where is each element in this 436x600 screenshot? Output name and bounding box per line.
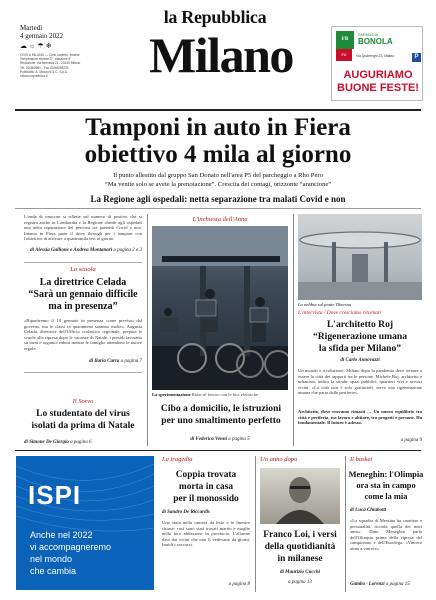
info-line: Pubblicità: A. Manzoni & C. S.p.A.: [20, 69, 69, 74]
basket-title-line-3[interactable]: come la mia: [364, 492, 408, 501]
scuola-title-line-1[interactable]: La direttrice Celada: [39, 277, 127, 288]
architetto-page-ref[interactable]: a pagina 9: [400, 438, 422, 443]
lead-byline: [24, 248, 142, 253]
masthead-rule: [15, 109, 421, 111]
ricordo-page-ref[interactable]: a pagina 13: [288, 580, 312, 585]
info-line: Tel. 02/480981 - Fax 02/48098233: [20, 65, 69, 70]
pharmacy-address: Via Quarenghi 23, Milano: [356, 54, 395, 58]
loi-portrait: [260, 468, 340, 524]
photo-title-line-2[interactable]: per uno smaltimento perfetto: [161, 415, 281, 426]
portrait-illustration: [260, 468, 340, 524]
sun-icon: ☼: [29, 42, 38, 50]
info-line: OGGI A MILANO — Cielo coperto, foschie: [20, 53, 80, 57]
natale-kicker: Il Sorvo: [72, 398, 94, 405]
lead-summary-line-2: “Ma venite solo se avete la prenotazione”. Crescita dei contagi, orizzonte “arancione”: [104, 181, 332, 188]
pharmacy-logo: FB: [336, 31, 354, 49]
lead-byline-author: di Alessia Gallione e Andrea Montanari: [30, 248, 113, 253]
tragedia-title-line-3[interactable]: per il monossido: [173, 494, 239, 504]
architetto-title-line-3[interactable]: la sfida per Milano”: [318, 343, 402, 354]
ricordo-title-line-2[interactable]: della quotidianità: [264, 542, 336, 552]
date-box: [20, 24, 128, 78]
natale-title-line-2[interactable]: isolati da prima di Natale: [31, 421, 135, 431]
natale-author: di Simone De Giorgio: [24, 440, 69, 445]
scuola-title-line-2[interactable]: “Sarà un gennaio difficile: [28, 289, 138, 300]
scuola-title-line-3[interactable]: ma in presenza”: [48, 301, 118, 312]
weather-icons: [20, 42, 128, 50]
tragedia-body: Una stufa nella camera da letto e le finestre chiuse: così sono stati trovati marito e moglie nella loro abitazione in provincia. L'allarme dato dai vicini che non li vedevano da giorni. Inutili i soccorsi.: [162, 520, 250, 548]
lead-page-ref[interactable]: a pagina 2 e 3: [113, 248, 142, 253]
rain-icon: ☂: [37, 42, 46, 50]
ricordo-byline: di Maurizio Cucchi: [279, 570, 320, 575]
photo-author: di Federica Venni: [190, 437, 228, 442]
lead-title-line-2[interactable]: obiettivo 4 mila al giorno: [84, 141, 352, 168]
pharmacy-ad[interactable]: [331, 26, 423, 101]
ispi-line-2: vi accompagneremo: [30, 542, 112, 552]
basket-byline: di Luca Chiabotti: [350, 508, 387, 513]
brand-logo: la Repubblica: [163, 7, 267, 27]
architetto-byline: di Carlo Annovazzi: [340, 358, 380, 363]
photo-caption-label: La sperimentazione: [152, 392, 191, 397]
architetto-quote: Architetto, dove eravamo rimasti … Un nuovo equilibrio tra città e periferia, tra lavoro e abitare, tra progetti e persone. Ha fondamentale. Il futuro è adesso.: [298, 409, 422, 426]
day-label: Martedì: [20, 24, 43, 32]
bottom-section-rule: [15, 450, 421, 451]
lead-title-line-1[interactable]: Tamponi in auto in Fiera: [85, 114, 351, 141]
parking-badge: P: [412, 53, 421, 62]
basket-title-line-1[interactable]: Meneghin: l'Olimpia: [348, 470, 424, 479]
ispi-ad[interactable]: [16, 456, 154, 590]
basket-kicker: Il basket: [350, 456, 373, 463]
scuola-author: di Ilaria Carra: [89, 359, 120, 364]
bridge-caption: [298, 302, 422, 307]
column-divider-3: [255, 456, 256, 592]
edition-title: Milano: [149, 27, 293, 83]
scuola-kicker: La scuola: [70, 266, 96, 273]
photo-page-ref[interactable]: a pagina 5: [228, 437, 250, 442]
info-line: Temperature minime 3°, massime 9°: [20, 57, 72, 62]
bridge-photo: [298, 214, 422, 300]
tragedia-kicker: La tragedia: [162, 456, 193, 463]
column-divider-4: [345, 456, 346, 592]
natale-title-line-1[interactable]: Lo studentato del virus: [36, 409, 130, 419]
ricordo-kicker: Un anno dopo: [260, 456, 298, 463]
pharmacy-name: BONOLA: [358, 37, 393, 46]
left-rule-2: [24, 372, 142, 373]
basket-credit: Gamba · Lorenzi: [350, 582, 385, 587]
ispi-line-1: Anche nel 2022: [30, 530, 93, 540]
architetto-title-line-1[interactable]: L'architetto Roj: [326, 319, 394, 330]
left-rule-1: [24, 262, 142, 263]
pharmacy-label: FARMACIA: [358, 32, 379, 37]
basket-footer: [350, 582, 422, 587]
architetto-body: Un mondo e rivoluzione. Milano dopo la pandemia deve tornare a essere la città dei rapporti tra le persone. Michele Roj, architetto e urbanista, indica la strada: spazi pubblici, quartieri vivi e servizi vicini. «La città non è solo grattacieli: serve una rigenerazione umana che parta dalle periferie».: [298, 368, 422, 396]
weather-text: [20, 53, 128, 78]
scuola-body: «Ripartiremo il 10 gennaio in presenza come previsto dal governo, ma le classi in quarantena saranno molte». Augusta Celada, direttrice dell'Ufficio scolastico regionale, prepara le scuole alla ripresa dopo le vacanze di Natale: i presidi lavorano su turni e organici ridotti mentre le famiglie attendono le nuove regole.: [24, 318, 142, 351]
ispi-logo: ISPI: [28, 480, 82, 510]
lead-rule: [15, 208, 421, 209]
pharmacy-promo-box: FA: [336, 49, 352, 61]
natale-page-ref[interactable]: a pagina 6: [70, 440, 92, 445]
tragedia-title-line-2[interactable]: morta in casa: [178, 482, 234, 492]
photo-caption: [152, 392, 288, 397]
lead-summary-line-1: Il punto allestito dal gruppo San Donato nell'area P5 del parcheggio a Rho Pero: [113, 172, 323, 179]
photo-title-line-1[interactable]: Cibo a domicilio, le istruzioni: [160, 403, 282, 414]
snow-icon: ❄: [45, 42, 54, 50]
basket-page-ref[interactable]: a pagina 15: [385, 582, 410, 587]
scuola-page-ref[interactable]: a pagina 7: [120, 359, 142, 364]
info-line: Redazione: via Nervesa 21 - 20139 Milano: [20, 61, 81, 66]
ispi-line-3: nel mondo: [30, 554, 73, 564]
rider-photo: [152, 226, 288, 390]
photo-caption-text: Rider al lavoro con le bici elettriche: [191, 392, 258, 397]
scuola-byline: [24, 359, 142, 364]
tragedia-byline: di Sandro De Riccardis: [162, 510, 210, 515]
ricordo-title-line-3[interactable]: in milanese: [277, 554, 323, 564]
ricordo-title-line-1[interactable]: Franco Loi, i versi: [263, 530, 337, 540]
rider-photo-illustration: [152, 226, 288, 390]
bridge-caption-text: La nebbia sul ponte Tiberina: [298, 302, 352, 307]
column-divider-2: [293, 214, 294, 446]
greeting-line-2: BUONE FESTE!: [337, 82, 419, 94]
photo-byline: [152, 437, 288, 442]
natale-byline: [24, 440, 142, 445]
basket-body: «La squadra di Messina ha carattere e personalità, ricorda quella dei miei anni». Dino Meneghin parla dell'Olimpia prima della ripresa del campionato e dell'Eurolega: «Vincere aiuta a vincere».: [350, 518, 422, 551]
lead-subhead: La Regione agli ospedali: netta separazione tra malati Covid e non: [90, 194, 346, 204]
architetto-kicker: L'intervista / Dove cresciamo ritornati: [298, 310, 382, 316]
date-label: 4 gennaio 2022: [20, 32, 64, 40]
basket-title-line-2[interactable]: ora sta in campo: [356, 481, 416, 490]
info-line: milano.repubblica.it: [20, 74, 48, 79]
photo-kicker: L'inchiesta dell'Anna: [192, 216, 248, 223]
bridge-illustration: [298, 214, 422, 300]
ispi-line-4: che cambia: [30, 566, 77, 576]
architetto-title-line-2[interactable]: “Rigenerazione umana: [312, 331, 408, 342]
tragedia-title-line-1[interactable]: Coppia trovata: [175, 470, 237, 480]
cloud-icon: ☁: [20, 42, 29, 50]
lead-body: L'onda di omicron si riflette sul numero di positivi che si registra anche in Lombardia e la Regione chiede agli ospedali una netta separazione dei percorsi tra pazienti Covid e non. Intanto in Fiera parte il drive through per i tamponi con l'obiettivo di arrivare a quattromila test al giorno.: [24, 214, 142, 242]
tragedia-page-ref[interactable]: a pagina 8: [228, 582, 250, 587]
greeting-line-1: AUGURIAMO: [343, 69, 413, 81]
masthead: [0, 0, 436, 108]
